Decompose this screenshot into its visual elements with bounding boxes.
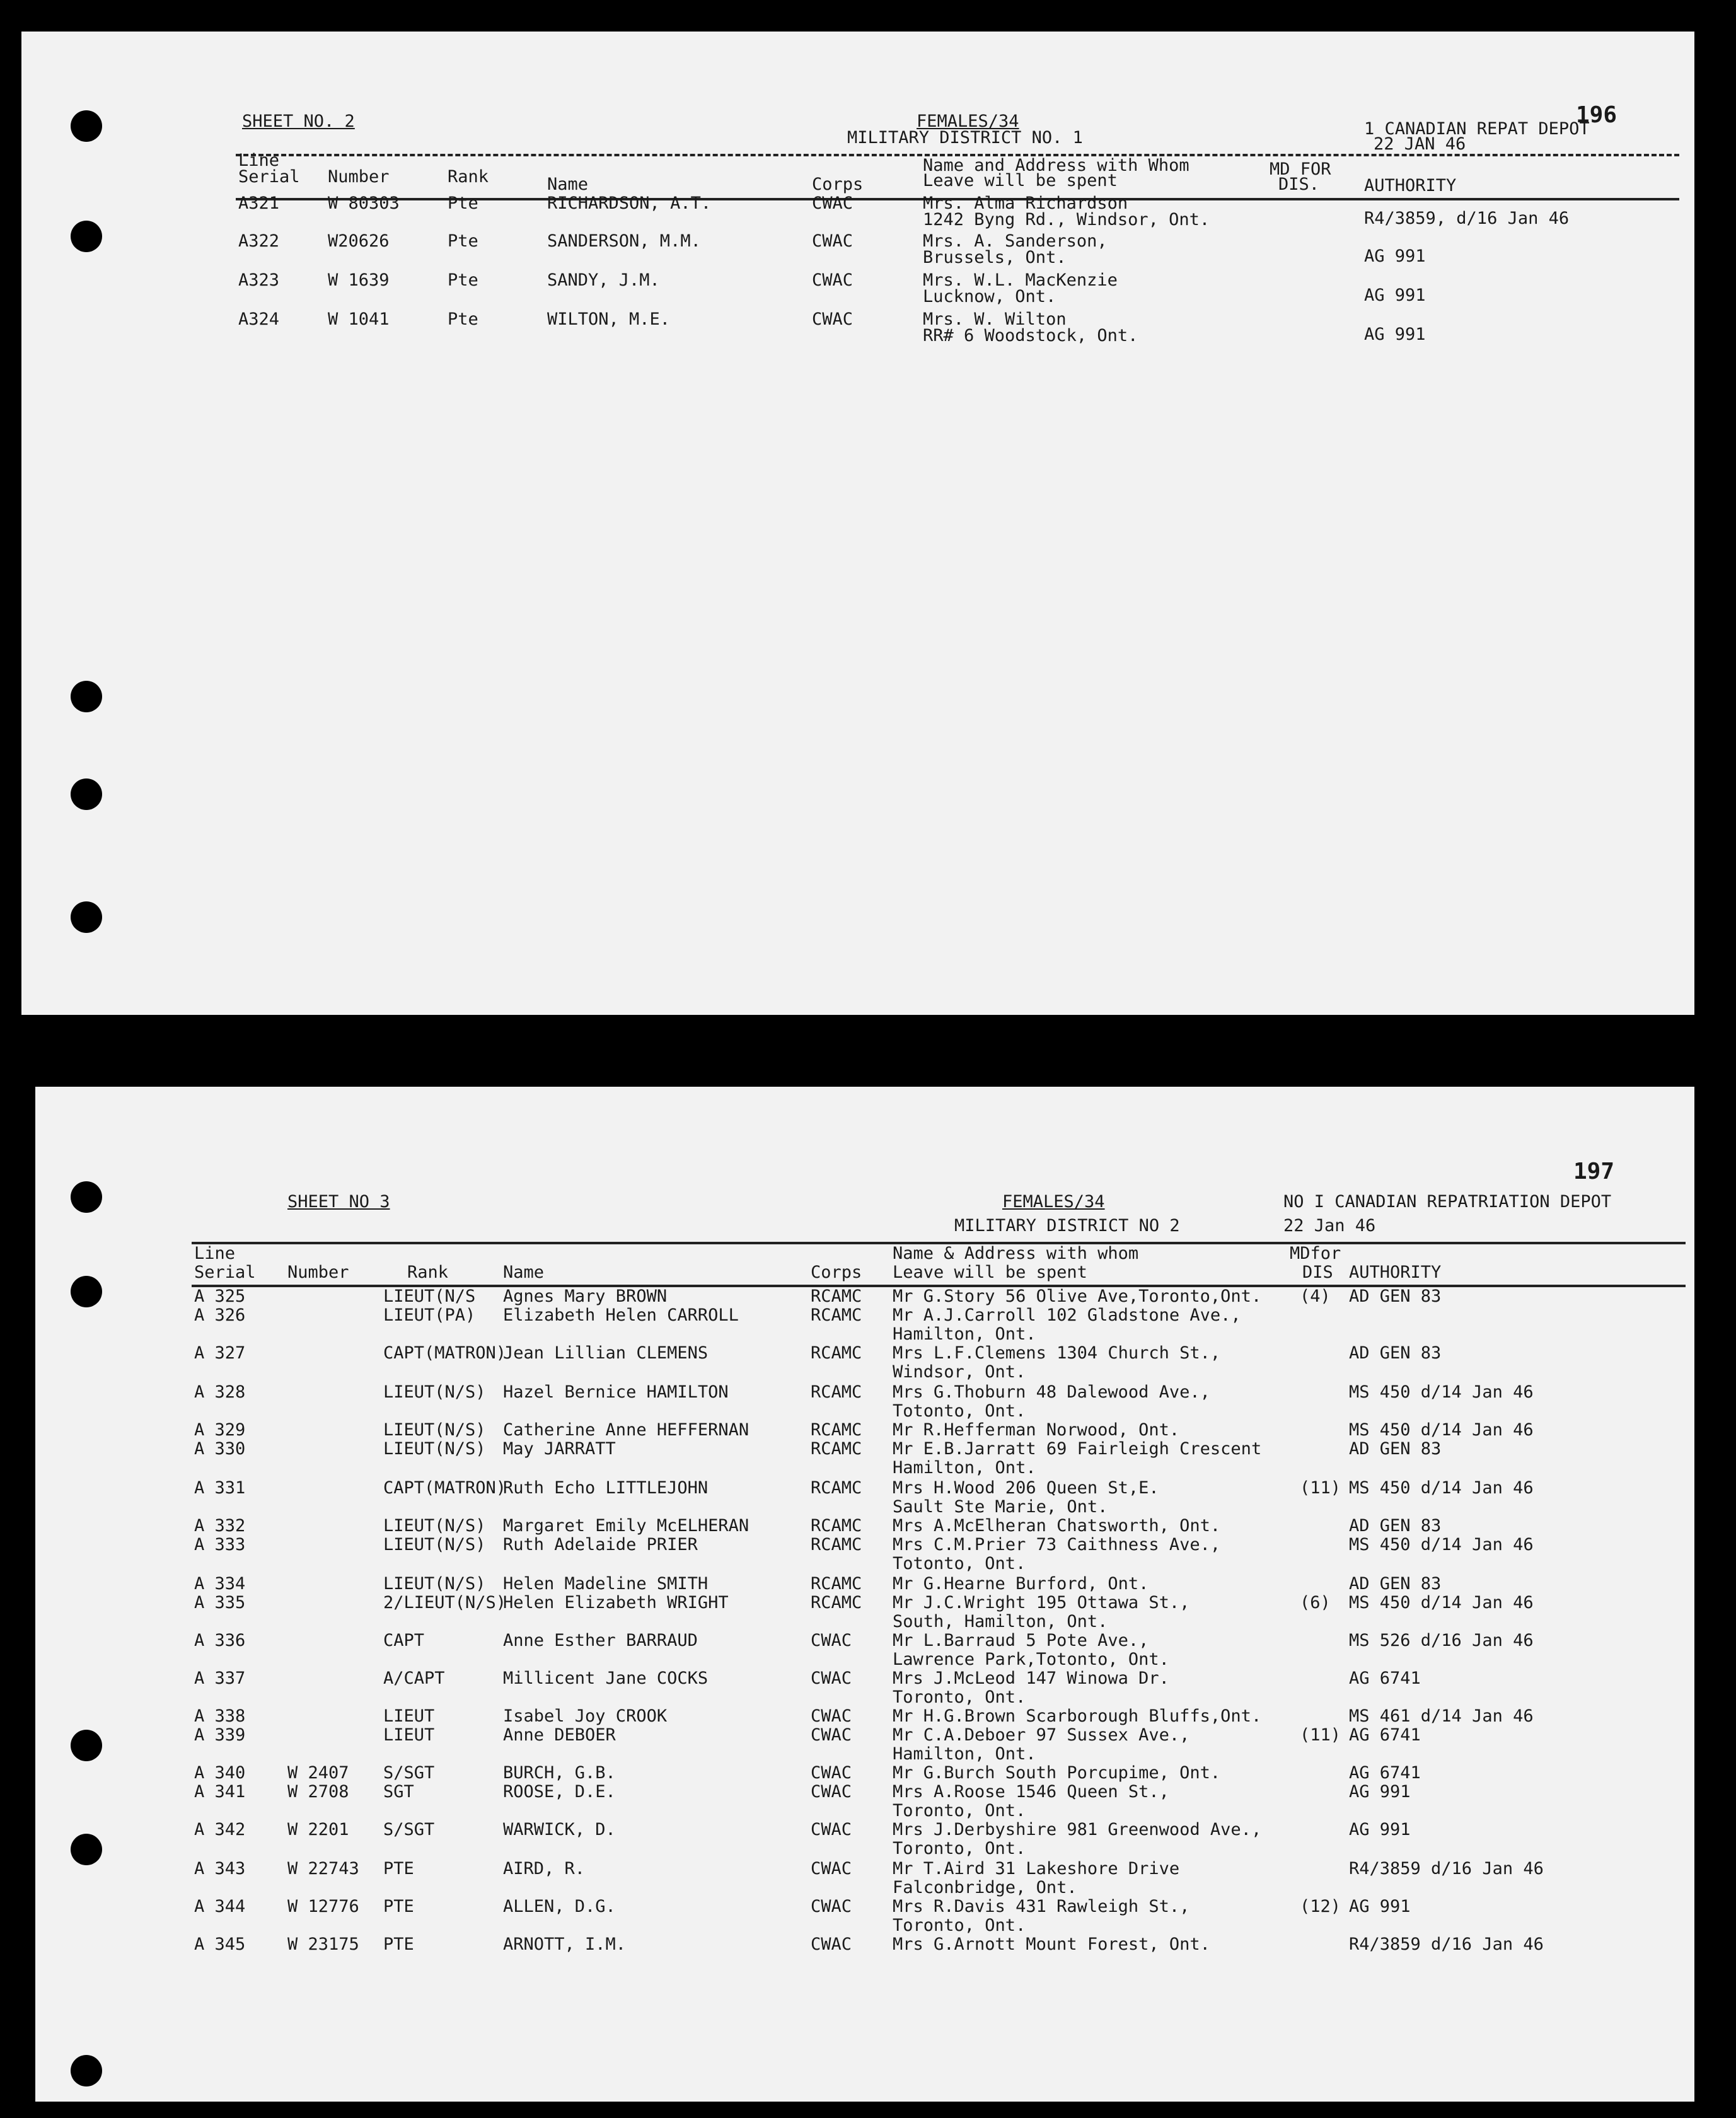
cell-corps: RCAMC [811,1516,862,1536]
header-serial: Serial [238,167,300,187]
cell-authority: MS 526 d/16 Jan 46 [1349,1631,1534,1650]
cell-authority: MS 450 d/14 Jan 46 [1349,1478,1534,1498]
cell-serial: A 325 [194,1287,246,1306]
punch-hole-icon [71,901,102,933]
cell-corps: RCAMC [811,1535,862,1554]
cell-addr1: Mr H.G.Brown Scarborough Bluffs,Ont. [893,1706,1262,1726]
cell-name: Catherine Anne HEFFERNAN [503,1420,749,1440]
cell-rank: LIEUT(N/S) [383,1574,486,1594]
sheet-date: 22 Jan 46 [1283,1216,1376,1236]
cell-name: Margaret Emily McELHERAN [503,1516,749,1536]
cell-authority: AD GEN 83 [1349,1287,1442,1306]
cell-addr1: Mrs R.Davis 431 Rawleigh St., [893,1897,1190,1916]
cell-rank: LIEUT [383,1706,435,1726]
cell-serial: A 340 [194,1763,246,1783]
cell-serial: A322 [238,231,280,251]
cell-name: BURCH, G.B. [503,1763,616,1783]
cell-authority: MS 450 d/14 Jan 46 [1349,1535,1534,1554]
cell-corps: CWAC [811,1782,852,1802]
cell-addr1: Mrs L.F.Clemens 1304 Church St., [893,1343,1221,1363]
cell-addr1: Mrs. W.L. MacKenzie [923,270,1118,290]
cell-corps: CWAC [812,231,854,251]
cell-name: RICHARDSON, A.T. [547,194,712,213]
cell-rank: LIEUT(N/S) [383,1535,486,1554]
cell-addr1: Mr J.C.Wright 195 Ottawa St., [893,1593,1190,1612]
cell-addr2: Hamilton, Ont. [893,1744,1036,1764]
cell-authority: AG 6741 [1349,1669,1421,1688]
header-md-for: MD FOR [1270,159,1331,179]
cell-serial: A 334 [194,1574,246,1594]
cell-addr2: Hamilton, Ont. [893,1458,1036,1478]
cell-name: WARWICK, D. [503,1820,616,1839]
cell-addr1: Mr C.A.Deboer 97 Sussex Ave., [893,1725,1190,1745]
cell-authority: AG 991 [1364,246,1426,266]
cell-serial: A 338 [194,1706,246,1726]
cell-name: Jean Lillian CLEMENS [503,1343,709,1363]
cell-corps: CWAC [812,310,854,329]
cell-name: Helen Madeline SMITH [503,1574,709,1594]
cell-corps: CWAC [811,1669,852,1688]
cell-addr1: Mr T.Aird 31 Lakeshore Drive [893,1859,1180,1878]
cell-authority: AG 991 [1364,286,1426,305]
cell-serial: A 331 [194,1478,246,1498]
cell-rank: Pte [448,310,478,329]
cell-addr1: Mrs. W. Wilton [923,310,1067,329]
cell-authority: AG 6741 [1349,1763,1421,1783]
cell-rank: PTE [383,1859,414,1878]
cell-rank: A/CAPT [383,1669,445,1688]
cell-authority: AD GEN 83 [1349,1516,1442,1536]
sheet-category: FEMALES/34 [917,112,1019,131]
header-line: Line [194,1244,236,1263]
cell-addr1: Mr A.J.Carroll 102 Gladstone Ave., [893,1305,1241,1325]
header-serial: Serial [194,1263,256,1282]
cell-addr1: Mr E.B.Jarratt 69 Fairleigh Crescent [893,1439,1262,1459]
cell-md: (4) [1300,1287,1331,1306]
cell-name: Helen Elizabeth WRIGHT [503,1593,729,1612]
cell-addr1: Mrs. Alma Richardson [923,194,1128,213]
cell-md: (11) [1300,1478,1341,1498]
cell-addr2: Totonto, Ont. [893,1554,1026,1573]
cell-number: W 2708 [287,1782,349,1802]
cell-rank: CAPT(MATRON) [383,1343,507,1363]
cell-name: Millicent Jane COCKS [503,1669,709,1688]
cell-serial: A 345 [194,1935,246,1954]
cell-rank: SGT [383,1782,414,1802]
header-dis: DIS. [1278,175,1320,194]
cell-number: W20626 [328,231,390,251]
cell-number: W 23175 [287,1935,359,1954]
cell-addr1: Mrs G.Thoburn 48 Dalewood Ave., [893,1382,1210,1402]
cell-authority: AG 991 [1349,1820,1411,1839]
cell-serial: A 341 [194,1782,246,1802]
cell-addr2: Windsor, Ont. [893,1362,1026,1382]
cell-serial: A 326 [194,1305,246,1325]
cell-authority: MS 450 d/14 Jan 46 [1349,1420,1534,1440]
punch-hole-icon [71,1834,102,1865]
header-authority: AUTHORITY [1349,1263,1442,1282]
cell-number: W 1639 [328,270,390,290]
cell-serial: A 330 [194,1439,246,1459]
header-name: Name [547,175,589,194]
header-address-line-2: Leave will be spent [923,171,1118,190]
cell-corps: CWAC [811,1859,852,1878]
cell-corps: RCAMC [811,1478,862,1498]
cell-addr1: Mr R.Hefferman Norwood, Ont. [893,1420,1180,1440]
cell-name: Anne Esther BARRAUD [503,1631,698,1650]
cell-name: Agnes Mary BROWN [503,1287,668,1306]
cell-rank: CAPT(MATRON) [383,1478,507,1498]
military-district: MILITARY DISTRICT NO. 1 [847,128,1083,148]
cell-rank: LIEUT(PA) [383,1305,476,1325]
cell-serial: A 332 [194,1516,246,1536]
cell-serial: A324 [238,310,280,329]
sheet-no-3 [35,1087,1694,2102]
cell-name: Isabel Joy CROOK [503,1706,668,1726]
header-number: Number [287,1263,349,1282]
cell-corps: RCAMC [811,1382,862,1402]
cell-rank: Pte [448,231,478,251]
sheet-date: 22 JAN 46 [1374,134,1466,154]
header-address-line-1: Name and Address with Whom [923,156,1189,175]
cell-rank: LIEUT(N/S) [383,1382,486,1402]
cell-addr2: Lawrence Park,Totonto, Ont. [893,1650,1169,1669]
header-md-for: MDfor [1290,1244,1341,1263]
cell-name: Ruth Adelaide PRIER [503,1535,698,1554]
cell-rank: LIEUT [383,1725,435,1745]
cell-authority: AD GEN 83 [1349,1574,1442,1594]
punch-hole-icon [71,110,102,142]
cell-name: SANDY, J.M. [547,270,660,290]
cell-rank: LIEUT(N/S) [383,1516,486,1536]
cell-serial: A321 [238,194,280,213]
cell-number: W 2407 [287,1763,349,1783]
header-corps: Corps [811,1263,862,1282]
cell-authority: AD GEN 83 [1349,1439,1442,1459]
cell-md: (6) [1300,1593,1331,1612]
cell-rank: LIEUT(N/S) [383,1439,486,1459]
cell-addr2: Toronto, Ont. [893,1839,1026,1858]
cell-authority: AG 991 [1349,1782,1411,1802]
cell-rank: CAPT [383,1631,425,1650]
cell-name: ARNOTT, I.M. [503,1935,627,1954]
header-dis: DIS [1302,1263,1333,1282]
sheet-no-2 [21,32,1694,1015]
sheet-number: SHEET NO 3 [287,1192,390,1212]
cell-addr1: Mrs H.Wood 206 Queen St,E. [893,1478,1159,1498]
cell-corps: CWAC [811,1820,852,1839]
sheet-number: SHEET NO. 2 [242,112,355,131]
cell-authority: AG 991 [1364,325,1426,344]
cell-addr1: Mrs A.McElheran Chatsworth, Ont. [893,1516,1221,1536]
cell-addr2: Brussels, Ont. [923,248,1067,267]
cell-name: SANDERSON, M.M. [547,231,701,251]
cell-serial: A 336 [194,1631,246,1650]
cell-name: Anne DEBOER [503,1725,616,1745]
cell-authority: AD GEN 83 [1349,1343,1442,1363]
cell-name: Ruth Echo LITTLEJOHN [503,1478,709,1498]
cell-number: W 12776 [287,1897,359,1916]
cell-corps: RCAMC [811,1287,862,1306]
cell-serial: A 333 [194,1535,246,1554]
cell-serial: A 339 [194,1725,246,1745]
cell-name: ROOSE, D.E. [503,1782,616,1802]
sheet-category: FEMALES/34 [1002,1192,1105,1212]
cell-serial: A 343 [194,1859,246,1878]
cell-addr2: Lucknow, Ont. [923,287,1056,306]
cell-number: W 2201 [287,1820,349,1839]
cell-rank: PTE [383,1897,414,1916]
cell-name: WILTON, M.E. [547,310,671,329]
cell-name: ALLEN, D.G. [503,1897,616,1916]
header-address-line-2: Leave will be spent [893,1263,1087,1282]
cell-corps: CWAC [812,270,854,290]
punch-hole-icon [71,2055,102,2086]
cell-corps: RCAMC [811,1574,862,1594]
header-rank: Rank [407,1263,449,1282]
cell-authority: AG 991 [1349,1897,1411,1916]
cell-corps: CWAC [811,1935,852,1954]
cell-rank: Pte [448,270,478,290]
page-number: 197 [1573,1159,1615,1184]
cell-name: AIRD, R. [503,1859,586,1878]
cell-rank: S/SGT [383,1820,435,1839]
cell-addr2: Totonto, Ont. [893,1401,1026,1421]
cell-authority: MS 461 d/14 Jan 46 [1349,1706,1534,1726]
cell-md: (12) [1300,1897,1341,1916]
punch-hole-icon [71,681,102,712]
cell-addr2: Sault Ste Marie, Ont. [893,1497,1108,1517]
punch-hole-icon [71,1730,102,1761]
header-line: Line [238,151,280,170]
cell-serial: A 342 [194,1820,246,1839]
punch-hole-icon [71,1276,102,1307]
page-number: 196 [1576,102,1617,128]
cell-serial: A 327 [194,1343,246,1363]
cell-serial: A323 [238,270,280,290]
cell-corps: CWAC [811,1763,852,1783]
punch-hole-icon [71,1181,102,1213]
cell-corps: CWAC [811,1897,852,1916]
cell-addr1: Mr G.Hearne Burford, Ont. [893,1574,1149,1594]
cell-rank: LIEUT(N/S) [383,1420,486,1440]
cell-serial: A 329 [194,1420,246,1440]
cell-serial: A 328 [194,1382,246,1402]
cell-authority: AG 6741 [1349,1725,1421,1745]
cell-md: (11) [1300,1725,1341,1745]
depot-name: NO I CANADIAN REPATRIATION DEPOT [1283,1192,1612,1212]
punch-hole-icon [71,778,102,810]
punch-hole-icon [71,221,102,252]
cell-addr1: Mrs J.McLeod 147 Winowa Dr. [893,1669,1169,1688]
header-rank: Rank [448,167,489,187]
cell-serial: A 337 [194,1669,246,1688]
cell-addr2: Toronto, Ont. [893,1687,1026,1707]
cell-addr1: Mrs C.M.Prier 73 Caithness Ave., [893,1535,1221,1554]
cell-authority: R4/3859 d/16 Jan 46 [1349,1859,1544,1878]
cell-authority: R4/3859 d/16 Jan 46 [1349,1935,1544,1954]
cell-number: W 1041 [328,310,390,329]
cell-addr2: RR# 6 Woodstock, Ont. [923,326,1138,345]
cell-addr2: 1242 Byng Rd., Windsor, Ont. [923,210,1210,229]
cell-corps: RCAMC [811,1305,862,1325]
cell-corps: RCAMC [811,1420,862,1440]
cell-addr2: Falconbridge, Ont. [893,1878,1077,1897]
cell-addr2: South, Hamilton, Ont. [893,1612,1108,1631]
cell-authority: MS 450 d/14 Jan 46 [1349,1382,1534,1402]
cell-addr2: Toronto, Ont. [893,1801,1026,1820]
header-corps: Corps [812,175,864,194]
cell-addr1: Mrs G.Arnott Mount Forest, Ont. [893,1935,1210,1954]
cell-corps: CWAC [812,194,854,213]
cell-corps: CWAC [811,1725,852,1745]
cell-addr2: Toronto, Ont. [893,1916,1026,1935]
cell-authority: MS 450 d/14 Jan 46 [1349,1593,1534,1612]
cell-addr2: Hamilton, Ont. [893,1324,1036,1344]
cell-addr1: Mrs J.Derbyshire 981 Greenwood Ave., [893,1820,1262,1839]
cell-rank: Pte [448,194,478,213]
cell-addr1: Mr G.Burch South Porcupime, Ont. [893,1763,1221,1783]
cell-authority: R4/3859, d/16 Jan 46 [1364,209,1570,228]
header-authority: AUTHORITY [1364,176,1457,195]
cell-name: Elizabeth Helen CARROLL [503,1305,739,1325]
cell-addr1: Mrs A.Roose 1546 Queen St., [893,1782,1169,1802]
cell-rank: S/SGT [383,1763,435,1783]
cell-rank: LIEUT(N/S [383,1287,476,1306]
cell-name: Hazel Bernice HAMILTON [503,1382,729,1402]
military-district: MILITARY DISTRICT NO 2 [954,1216,1180,1236]
cell-serial: A 344 [194,1897,246,1916]
cell-addr1: Mr G.Story 56 Olive Ave,Toronto,Ont. [893,1287,1262,1306]
cell-number: W 80303 [328,194,400,213]
cell-rank: PTE [383,1935,414,1954]
cell-number: W 22743 [287,1859,359,1878]
cell-corps: RCAMC [811,1593,862,1612]
cell-corps: CWAC [811,1706,852,1726]
cell-name: May JARRATT [503,1439,616,1459]
header-number: Number [328,167,390,187]
cell-corps: RCAMC [811,1343,862,1363]
cell-addr1: Mrs. A. Sanderson, [923,231,1108,251]
cell-addr1: Mr L.Barraud 5 Pote Ave., [893,1631,1149,1650]
cell-corps: RCAMC [811,1439,862,1459]
cell-serial: A 335 [194,1593,246,1612]
header-name: Name [503,1263,545,1282]
header-address-line-1: Name & Address with whom [893,1244,1139,1263]
depot-name: 1 CANADIAN REPAT DEPOT [1364,119,1590,139]
cell-rank: 2/LIEUT(N/S) [383,1593,507,1612]
cell-corps: CWAC [811,1631,852,1650]
